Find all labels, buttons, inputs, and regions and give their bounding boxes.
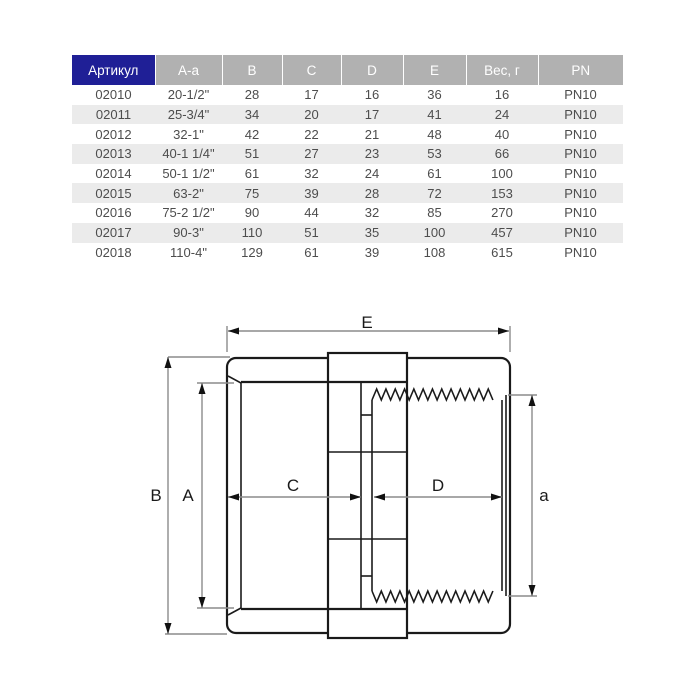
cell-c: 39	[304, 185, 319, 201]
cell-d: 17	[364, 107, 380, 123]
arrow-B-top	[165, 357, 172, 368]
cell-weight: 615	[491, 244, 513, 260]
cell-e: 53	[427, 146, 442, 162]
dim-label-D: D	[431, 476, 445, 495]
cell-e: 48	[427, 126, 442, 142]
cell-size: 110-4"	[170, 244, 207, 260]
col-header-b: B	[222, 55, 282, 85]
cell-artikul: 02011	[95, 107, 132, 123]
cell-pn: PN10	[564, 166, 597, 182]
cell-e: 41	[427, 107, 442, 123]
col-header-size: A-a	[155, 55, 222, 85]
cell-b: 129	[241, 244, 263, 260]
cell-e: 61	[427, 166, 442, 182]
cell-size: 40-1 1/4"	[162, 146, 215, 162]
dim-label-A: A	[182, 486, 194, 505]
cell-weight: 100	[491, 166, 513, 182]
cell-e: 72	[427, 185, 442, 201]
cell-weight: 16	[494, 87, 510, 103]
arrow-A-top	[199, 383, 206, 394]
cell-size: 75-2 1/2"	[162, 205, 215, 221]
cell-artikul: 02010	[95, 87, 132, 103]
col-header-d: D	[341, 55, 403, 85]
dim-label-a: a	[539, 486, 549, 505]
arrow-E-right	[498, 328, 509, 335]
arrow-a-bottom	[529, 585, 536, 596]
cell-d: 39	[364, 244, 380, 260]
cell-size: 63-2"	[173, 185, 204, 201]
cell-artikul: 02015	[95, 185, 132, 201]
cell-c: 61	[304, 244, 319, 260]
cell-size: 25-3/4"	[167, 107, 210, 123]
cell-size: 50-1 1/2"	[162, 166, 215, 182]
cell-d: 21	[364, 126, 380, 142]
cell-c: 44	[304, 205, 319, 221]
cell-weight: 40	[494, 126, 510, 142]
cell-d: 32	[364, 205, 380, 221]
col-header-c: C	[282, 55, 341, 85]
cell-weight: 24	[494, 107, 510, 123]
cell-artikul: 02018	[95, 244, 132, 260]
cell-pn: PN10	[564, 146, 597, 162]
cell-pn: PN10	[564, 205, 597, 221]
cell-artikul: 02016	[95, 205, 132, 221]
cell-pn: PN10	[564, 126, 597, 142]
cell-d: 35	[364, 225, 380, 241]
cell-e: 108	[423, 244, 446, 260]
cell-size: 32-1"	[173, 126, 204, 142]
cell-e: 36	[427, 87, 442, 103]
cell-b: 34	[244, 107, 260, 123]
cell-b: 51	[244, 146, 260, 162]
col-header-weight: Вес, г	[466, 55, 538, 85]
cell-c: 51	[304, 225, 319, 241]
cell-weight: 270	[491, 205, 513, 221]
dim-label-C: C	[286, 476, 300, 495]
dim-label-E: E	[361, 313, 373, 332]
col-header-pn: PN	[538, 55, 623, 85]
cell-d: 28	[364, 185, 380, 201]
cell-weight: 457	[491, 225, 513, 241]
cell-c: 32	[304, 166, 319, 182]
fitting-center-collar	[328, 353, 407, 638]
cell-size: 90-3"	[173, 225, 204, 241]
arrow-a-top	[529, 395, 536, 406]
arrow-B-bottom	[165, 623, 172, 634]
cell-pn: PN10	[564, 87, 597, 103]
cell-b: 110	[241, 225, 263, 241]
cell-d: 23	[364, 146, 380, 162]
cell-pn: PN10	[564, 244, 597, 260]
cell-e: 100	[423, 225, 446, 241]
col-header-e: E	[403, 55, 466, 85]
cell-artikul: 02014	[95, 166, 132, 182]
cell-artikul: 02012	[95, 126, 132, 142]
cell-b: 75	[244, 185, 260, 201]
cell-b: 61	[244, 166, 260, 182]
cell-e: 85	[427, 205, 442, 221]
cell-artikul: 02013	[95, 146, 132, 162]
cell-artikul: 02017	[95, 225, 132, 241]
cell-b: 90	[244, 205, 260, 221]
cell-c: 20	[304, 107, 319, 123]
cell-b: 42	[244, 126, 260, 142]
arrow-E-left	[228, 328, 239, 335]
cell-pn: PN10	[564, 107, 597, 123]
cell-size: 20-1/2"	[167, 87, 210, 103]
cell-c: 27	[304, 146, 319, 162]
dim-label-B: B	[150, 486, 162, 505]
cell-b: 28	[244, 87, 260, 103]
cell-d: 16	[364, 87, 380, 103]
arrow-A-bottom	[199, 597, 206, 608]
cell-pn: PN10	[564, 185, 597, 201]
cell-c: 22	[304, 126, 319, 142]
cell-c: 17	[304, 87, 319, 103]
col-header-artikul: Артикул	[72, 55, 155, 85]
cell-pn: PN10	[564, 225, 597, 241]
cell-weight: 153	[491, 185, 513, 201]
cell-weight: 66	[494, 146, 510, 162]
cell-d: 24	[364, 166, 380, 182]
